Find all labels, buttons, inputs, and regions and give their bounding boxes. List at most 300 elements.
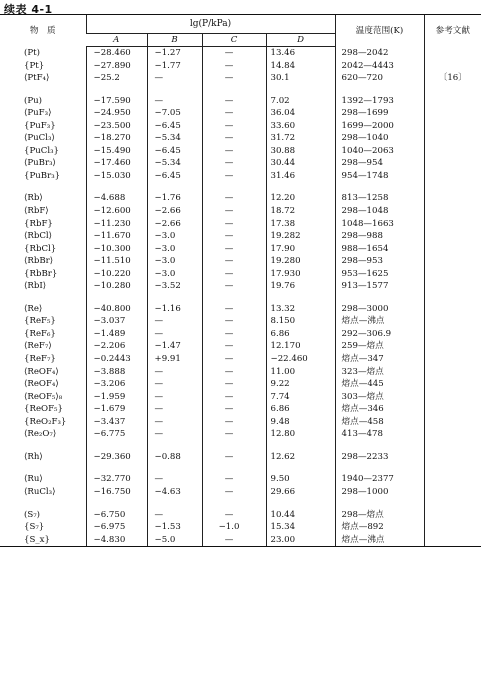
substance-cell: ⟨Rh⟩ bbox=[24, 451, 43, 462]
col-a-cell: −18.270 bbox=[86, 132, 147, 145]
col-d-cell: 9.48 bbox=[266, 416, 335, 429]
header-lgp: lg(P/kPa) bbox=[86, 15, 335, 34]
col-d-cell: 36.04 bbox=[266, 107, 335, 120]
temp-range-cell bbox=[335, 499, 424, 509]
col-b-cell: −3.0 bbox=[147, 230, 202, 243]
col-c-cell: — bbox=[202, 157, 266, 170]
temp-range-cell bbox=[335, 463, 424, 473]
col-c-cell: — bbox=[202, 132, 266, 145]
col-a-cell: −24.950 bbox=[86, 107, 147, 120]
reference-cell bbox=[424, 170, 481, 183]
col-a-cell bbox=[86, 499, 147, 509]
col-c-cell: — bbox=[202, 391, 266, 404]
reference-cell bbox=[424, 391, 481, 404]
col-d-cell bbox=[266, 182, 335, 192]
table-row bbox=[0, 391, 481, 404]
col-c-cell: — bbox=[202, 509, 266, 522]
reference-cell bbox=[424, 243, 481, 256]
col-d-cell: 12.170 bbox=[266, 340, 335, 353]
col-a-cell: −28.460 bbox=[86, 47, 147, 60]
col-c-cell: — bbox=[202, 268, 266, 281]
col-a-cell: −15.030 bbox=[86, 170, 147, 183]
temp-range-cell: 913—1577 bbox=[335, 280, 424, 293]
col-d-cell: 31.72 bbox=[266, 132, 335, 145]
substance-cell: ⟨ReOF₅⟩₈ bbox=[24, 391, 63, 402]
table-row bbox=[0, 60, 481, 73]
col-d-cell bbox=[266, 293, 335, 303]
col-d-cell: 29.66 bbox=[266, 486, 335, 499]
col-a-cell bbox=[86, 85, 147, 95]
reference-cell bbox=[424, 416, 481, 429]
substance-cell: ⟨RuCl₃⟩ bbox=[24, 486, 56, 497]
col-a-cell: −17.460 bbox=[86, 157, 147, 170]
reference-cell bbox=[424, 280, 481, 293]
table-row bbox=[0, 230, 481, 243]
col-c-cell: — bbox=[202, 473, 266, 486]
col-c-cell bbox=[202, 463, 266, 473]
temp-range-cell: 熔点—892 bbox=[335, 521, 424, 534]
temp-range-cell: 298—988 bbox=[335, 230, 424, 243]
col-b-cell: — bbox=[147, 509, 202, 522]
substance-cell: ⟨Ru⟩ bbox=[24, 474, 43, 485]
reference-cell bbox=[424, 499, 481, 509]
temp-range-cell: 298—1699 bbox=[335, 107, 424, 120]
reference-cell bbox=[424, 85, 481, 95]
spacer-row bbox=[0, 463, 481, 473]
col-c-cell: — bbox=[202, 328, 266, 341]
col-d-cell: 23.00 bbox=[266, 534, 335, 547]
col-c-cell: — bbox=[202, 486, 266, 499]
col-b-cell: — bbox=[147, 473, 202, 486]
temp-range-cell: 298—2233 bbox=[335, 451, 424, 464]
col-a-cell: −3.437 bbox=[86, 416, 147, 429]
header-reference: 参考文献 bbox=[424, 15, 481, 47]
reference-cell bbox=[424, 451, 481, 464]
header-col-b: B bbox=[147, 34, 202, 47]
table-row bbox=[0, 170, 481, 183]
col-d-cell bbox=[266, 499, 335, 509]
col-a-cell: −25.2 bbox=[86, 72, 147, 85]
col-a-cell: −23.500 bbox=[86, 120, 147, 133]
temp-range-cell: 953—1625 bbox=[335, 268, 424, 281]
col-c-cell: — bbox=[202, 315, 266, 328]
substance-cell: {RbF} bbox=[24, 218, 53, 229]
reference-cell bbox=[424, 268, 481, 281]
col-c-cell: — bbox=[202, 107, 266, 120]
temp-range-cell bbox=[335, 182, 424, 192]
reference-cell bbox=[424, 293, 481, 303]
reference-cell bbox=[424, 340, 481, 353]
col-a-cell: −17.590 bbox=[86, 95, 147, 108]
col-d-cell: 9.22 bbox=[266, 378, 335, 391]
reference-cell bbox=[424, 366, 481, 379]
temp-range-cell: 298—1048 bbox=[335, 205, 424, 218]
col-d-cell: 30.88 bbox=[266, 145, 335, 158]
table-row bbox=[0, 451, 481, 464]
col-b-cell bbox=[147, 182, 202, 192]
table-row bbox=[0, 145, 481, 158]
col-c-cell bbox=[202, 499, 266, 509]
col-c-cell: — bbox=[202, 280, 266, 293]
substance-cell: ⟨RbF⟩ bbox=[24, 206, 49, 217]
temp-range-cell: 1392—1793 bbox=[335, 95, 424, 108]
col-a-cell: −6.750 bbox=[86, 509, 147, 522]
col-c-cell: — bbox=[202, 534, 266, 547]
table-row bbox=[0, 192, 481, 205]
col-b-cell: — bbox=[147, 391, 202, 404]
col-c-cell: — bbox=[202, 255, 266, 268]
table-row bbox=[0, 72, 481, 85]
table-row bbox=[0, 428, 481, 441]
col-c-cell: — bbox=[202, 192, 266, 205]
table-row bbox=[0, 534, 481, 547]
substance-cell: {ReOF₅} bbox=[24, 404, 63, 415]
substance-cell: ⟨Rb⟩ bbox=[24, 193, 43, 204]
table-row bbox=[0, 95, 481, 108]
reference-cell bbox=[424, 107, 481, 120]
reference-cell bbox=[424, 534, 481, 547]
col-d-cell: 31.46 bbox=[266, 170, 335, 183]
col-c-cell: — bbox=[202, 95, 266, 108]
col-a-cell: −4.688 bbox=[86, 192, 147, 205]
col-a-cell: −1.959 bbox=[86, 391, 147, 404]
header-col-d: D bbox=[266, 34, 335, 47]
reference-cell bbox=[424, 205, 481, 218]
table-row bbox=[0, 157, 481, 170]
col-d-cell: −22.460 bbox=[266, 353, 335, 366]
table-row bbox=[0, 353, 481, 366]
col-a-cell: −10.280 bbox=[86, 280, 147, 293]
col-d-cell: 17.38 bbox=[266, 218, 335, 231]
temp-range-cell: 298—953 bbox=[335, 255, 424, 268]
temp-range-cell: 1048—1663 bbox=[335, 218, 424, 231]
col-b-cell: −3.0 bbox=[147, 243, 202, 256]
table-row bbox=[0, 378, 481, 391]
substance-cell bbox=[0, 182, 86, 192]
vapor-pressure-table bbox=[0, 14, 481, 547]
temp-range-cell: 298—1000 bbox=[335, 486, 424, 499]
substance-cell: ⟨PuF₃⟩ bbox=[24, 108, 52, 119]
col-c-cell: — bbox=[202, 145, 266, 158]
substance-cell: {S₇} bbox=[24, 522, 45, 533]
col-d-cell bbox=[266, 441, 335, 451]
col-a-cell: −3.037 bbox=[86, 315, 147, 328]
col-c-cell: — bbox=[202, 303, 266, 316]
col-b-cell: −7.05 bbox=[147, 107, 202, 120]
col-c-cell: — bbox=[202, 60, 266, 73]
header-col-a: A bbox=[86, 34, 147, 47]
substance-cell: {RbBr} bbox=[24, 268, 58, 279]
temp-range-cell: 1940—2377 bbox=[335, 473, 424, 486]
reference-cell bbox=[424, 378, 481, 391]
col-d-cell: 17.90 bbox=[266, 243, 335, 256]
substance-cell: {RbCl} bbox=[24, 243, 57, 254]
col-a-cell: −3.888 bbox=[86, 366, 147, 379]
col-a-cell: −4.830 bbox=[86, 534, 147, 547]
substance-cell bbox=[0, 463, 86, 473]
col-a-cell bbox=[86, 182, 147, 192]
col-a-cell: −2.206 bbox=[86, 340, 147, 353]
substance-cell: {PuCl₃} bbox=[24, 145, 60, 156]
table-row bbox=[0, 218, 481, 231]
col-d-cell: 17.930 bbox=[266, 268, 335, 281]
spacer-row bbox=[0, 293, 481, 303]
table-row bbox=[0, 340, 481, 353]
temp-range-cell bbox=[335, 293, 424, 303]
col-a-cell: −0.2443 bbox=[86, 353, 147, 366]
col-c-cell: — bbox=[202, 353, 266, 366]
spacer-row bbox=[0, 499, 481, 509]
col-d-cell: 13.46 bbox=[266, 47, 335, 60]
col-a-cell: −11.230 bbox=[86, 218, 147, 231]
col-b-cell bbox=[147, 85, 202, 95]
table-row bbox=[0, 303, 481, 316]
temp-range-cell bbox=[335, 441, 424, 451]
col-d-cell: 19.76 bbox=[266, 280, 335, 293]
substance-cell: {ReF₅} bbox=[24, 316, 56, 327]
col-d-cell: 33.60 bbox=[266, 120, 335, 133]
col-d-cell: 12.80 bbox=[266, 428, 335, 441]
temp-range-cell: 熔点—347 bbox=[335, 353, 424, 366]
table-row bbox=[0, 366, 481, 379]
col-a-cell: −29.360 bbox=[86, 451, 147, 464]
col-a-cell: −10.220 bbox=[86, 268, 147, 281]
substance-cell: ⟨ReOF₄⟩ bbox=[24, 379, 59, 390]
reference-cell bbox=[424, 157, 481, 170]
col-a-cell: −16.750 bbox=[86, 486, 147, 499]
col-d-cell: 30.1 bbox=[266, 72, 335, 85]
spacer-row bbox=[0, 85, 481, 95]
temp-range-cell: 954—1748 bbox=[335, 170, 424, 183]
table-row bbox=[0, 509, 481, 522]
temp-range-cell: 988—1654 bbox=[335, 243, 424, 256]
temp-range-cell: 292—306.9 bbox=[335, 328, 424, 341]
temp-range-cell: 熔点—346 bbox=[335, 403, 424, 416]
reference-cell bbox=[424, 47, 481, 60]
col-d-cell: 7.02 bbox=[266, 95, 335, 108]
reference-cell bbox=[424, 353, 481, 366]
table-row bbox=[0, 486, 481, 499]
col-d-cell: 19.282 bbox=[266, 230, 335, 243]
col-a-cell: −11.670 bbox=[86, 230, 147, 243]
temp-range-cell: 298—3000 bbox=[335, 303, 424, 316]
reference-cell bbox=[424, 328, 481, 341]
col-c-cell bbox=[202, 293, 266, 303]
col-b-cell: +9.91 bbox=[147, 353, 202, 366]
temp-range-cell: 熔点—沸点 bbox=[335, 315, 424, 328]
substance-cell: ⟨Re⟩ bbox=[24, 303, 43, 314]
col-b-cell: −1.27 bbox=[147, 47, 202, 60]
col-b-cell bbox=[147, 499, 202, 509]
table-row bbox=[0, 328, 481, 341]
col-c-cell: — bbox=[202, 230, 266, 243]
col-c-cell bbox=[202, 182, 266, 192]
col-a-cell: −32.770 bbox=[86, 473, 147, 486]
col-b-cell: −1.16 bbox=[147, 303, 202, 316]
col-b-cell: — bbox=[147, 428, 202, 441]
col-d-cell: 6.86 bbox=[266, 328, 335, 341]
col-d-cell: 13.32 bbox=[266, 303, 335, 316]
reference-cell bbox=[424, 403, 481, 416]
reference-cell bbox=[424, 192, 481, 205]
table-body bbox=[0, 47, 481, 547]
substance-cell: ⟨RbI⟩ bbox=[24, 281, 47, 292]
substance-cell bbox=[0, 293, 86, 303]
table-row bbox=[0, 132, 481, 145]
col-c-cell: — bbox=[202, 243, 266, 256]
substance-cell: ⟨RbBr⟩ bbox=[24, 256, 54, 267]
col-d-cell: 19.280 bbox=[266, 255, 335, 268]
col-d-cell: 14.84 bbox=[266, 60, 335, 73]
col-d-cell: 7.74 bbox=[266, 391, 335, 404]
col-c-cell: — bbox=[202, 218, 266, 231]
table-row bbox=[0, 120, 481, 133]
col-c-cell: −1.0 bbox=[202, 521, 266, 534]
col-c-cell: — bbox=[202, 366, 266, 379]
col-a-cell bbox=[86, 441, 147, 451]
substance-cell: {Pt} bbox=[24, 60, 45, 71]
substance-cell: {PuF₃} bbox=[24, 120, 56, 131]
col-a-cell: −3.206 bbox=[86, 378, 147, 391]
table-row bbox=[0, 403, 481, 416]
col-c-cell bbox=[202, 85, 266, 95]
col-d-cell: 12.62 bbox=[266, 451, 335, 464]
temp-range-cell bbox=[335, 85, 424, 95]
col-c-cell: — bbox=[202, 340, 266, 353]
col-b-cell: — bbox=[147, 378, 202, 391]
col-c-cell: — bbox=[202, 451, 266, 464]
header-col-c: C bbox=[202, 34, 266, 47]
col-b-cell: — bbox=[147, 366, 202, 379]
col-b-cell: −3.0 bbox=[147, 255, 202, 268]
table-row bbox=[0, 255, 481, 268]
col-a-cell: −15.490 bbox=[86, 145, 147, 158]
temp-range-cell: 熔点—沸点 bbox=[335, 534, 424, 547]
temp-range-cell: 620—720 bbox=[335, 72, 424, 85]
temp-range-cell: 1699—2000 bbox=[335, 120, 424, 133]
reference-cell bbox=[424, 509, 481, 522]
reference-cell bbox=[424, 218, 481, 231]
substance-cell: ⟨Re₂O₇⟩ bbox=[24, 429, 57, 440]
col-b-cell bbox=[147, 463, 202, 473]
temp-range-cell: 2042—4443 bbox=[335, 60, 424, 73]
col-b-cell bbox=[147, 293, 202, 303]
col-d-cell bbox=[266, 85, 335, 95]
spacer-row bbox=[0, 441, 481, 451]
col-b-cell: — bbox=[147, 315, 202, 328]
col-b-cell: −1.76 bbox=[147, 192, 202, 205]
col-c-cell: — bbox=[202, 72, 266, 85]
reference-cell bbox=[424, 473, 481, 486]
table-row bbox=[0, 107, 481, 120]
temp-range-cell: 熔点—445 bbox=[335, 378, 424, 391]
col-a-cell: −10.300 bbox=[86, 243, 147, 256]
table-row bbox=[0, 268, 481, 281]
col-d-cell: 12.20 bbox=[266, 192, 335, 205]
header-temp-range: 温度范围(K) bbox=[335, 15, 424, 47]
temp-range-cell: 413—478 bbox=[335, 428, 424, 441]
col-b-cell: −5.34 bbox=[147, 157, 202, 170]
reference-cell bbox=[424, 145, 481, 158]
col-d-cell: 9.50 bbox=[266, 473, 335, 486]
col-a-cell: −11.510 bbox=[86, 255, 147, 268]
col-d-cell: 11.00 bbox=[266, 366, 335, 379]
substance-cell: ⟨PuCl₃⟩ bbox=[24, 133, 55, 144]
temp-range-cell: 813—1258 bbox=[335, 192, 424, 205]
substance-cell: {ReF₆} bbox=[24, 328, 56, 339]
col-b-cell: −5.0 bbox=[147, 534, 202, 547]
temp-range-cell: 298—熔点 bbox=[335, 509, 424, 522]
temp-range-cell: 259—熔点 bbox=[335, 340, 424, 353]
col-d-cell: 30.44 bbox=[266, 157, 335, 170]
header-substance: 物 质 bbox=[0, 15, 86, 47]
col-a-cell: −12.600 bbox=[86, 205, 147, 218]
col-c-cell bbox=[202, 441, 266, 451]
col-b-cell: — bbox=[147, 416, 202, 429]
substance-cell bbox=[0, 85, 86, 95]
col-c-cell: — bbox=[202, 403, 266, 416]
substance-cell: (Pt) bbox=[24, 47, 40, 58]
col-a-cell: −1.489 bbox=[86, 328, 147, 341]
reference-cell bbox=[424, 303, 481, 316]
reference-cell bbox=[424, 120, 481, 133]
col-c-cell: — bbox=[202, 120, 266, 133]
col-d-cell: 6.86 bbox=[266, 403, 335, 416]
col-b-cell: −3.0 bbox=[147, 268, 202, 281]
substance-cell: ⟨ReOF₄⟩ bbox=[24, 366, 59, 377]
col-b-cell: −1.53 bbox=[147, 521, 202, 534]
table-row bbox=[0, 280, 481, 293]
temp-range-cell: 323—熔点 bbox=[335, 366, 424, 379]
substance-cell bbox=[0, 499, 86, 509]
col-b-cell: −6.45 bbox=[147, 120, 202, 133]
substance-cell: {S_x} bbox=[0, 534, 86, 547]
substance-cell: {PuBr₃} bbox=[24, 170, 61, 181]
col-d-cell: 8.150 bbox=[266, 315, 335, 328]
col-d-cell: 15.34 bbox=[266, 521, 335, 534]
substance-cell: ⟨RbCl⟩ bbox=[24, 231, 53, 242]
col-b-cell: −4.63 bbox=[147, 486, 202, 499]
col-c-cell: — bbox=[202, 416, 266, 429]
reference-cell bbox=[424, 95, 481, 108]
temp-range-cell: 298—954 bbox=[335, 157, 424, 170]
col-c-cell: — bbox=[202, 428, 266, 441]
table-row bbox=[0, 416, 481, 429]
substance-cell: {ReF₇} bbox=[24, 354, 56, 365]
table-row bbox=[0, 243, 481, 256]
table-row bbox=[0, 47, 481, 60]
col-d-cell bbox=[266, 463, 335, 473]
col-b-cell: −3.52 bbox=[147, 280, 202, 293]
col-b-cell: −1.77 bbox=[147, 60, 202, 73]
table-row bbox=[0, 315, 481, 328]
reference-cell: 〔16〕 bbox=[424, 72, 481, 85]
col-a-cell: −1.679 bbox=[86, 403, 147, 416]
col-b-cell: −2.66 bbox=[147, 205, 202, 218]
substance-cell: {ReO₂F₃} bbox=[24, 416, 67, 427]
table-row bbox=[0, 521, 481, 534]
col-b-cell bbox=[147, 441, 202, 451]
temp-range-cell: 熔点—458 bbox=[335, 416, 424, 429]
col-a-cell bbox=[86, 463, 147, 473]
substance-cell: ⟨PtF₄⟩ bbox=[24, 73, 50, 84]
col-a-cell: −27.890 bbox=[86, 60, 147, 73]
reference-cell bbox=[424, 60, 481, 73]
table-row bbox=[0, 473, 481, 486]
col-a-cell: −6.975 bbox=[86, 521, 147, 534]
table-row bbox=[0, 205, 481, 218]
table-caption: 续表 4-1 bbox=[4, 3, 53, 16]
